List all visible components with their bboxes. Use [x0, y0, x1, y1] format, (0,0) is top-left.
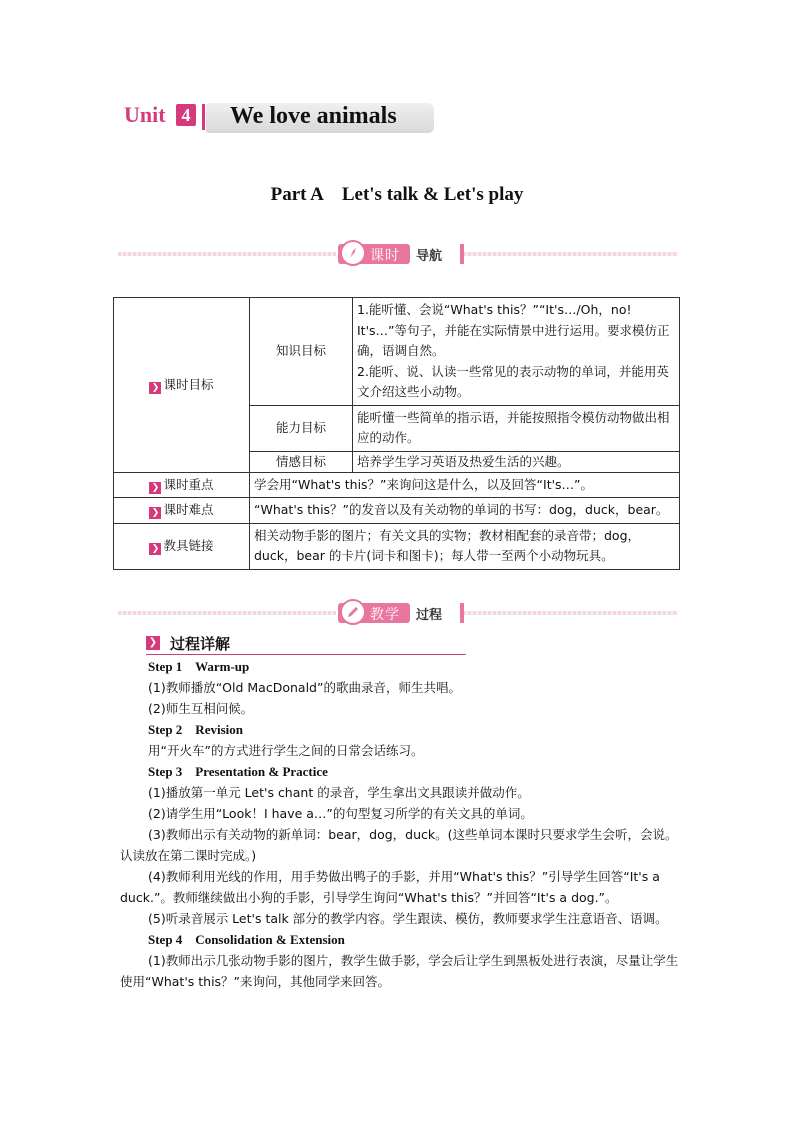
process-body: [120, 656, 686, 992]
part-title: Part A Let's talk & Let's play: [270, 184, 524, 205]
step-line: (4)教师利用光线的作用，用手势做出鸭子的手影，并用“What's this？”引导学生回答“It's a duck.”。教师继续做出小狗的手影，引导学生询问“What's this？”并回答“It's a dog.”。: [120, 869, 660, 905]
lesson-goals-table: [113, 297, 680, 570]
emotion-label: 情感目标: [250, 451, 353, 472]
difficulty-label-cell: ❯ 课时难点: [114, 498, 250, 524]
ability-label: 能力目标: [250, 405, 353, 451]
process-heading: [146, 632, 466, 655]
section-endcap: [460, 244, 464, 264]
step-line: (1)教师出示几张动物手影的图片，教学生做手影，学会后让学生到黑板处进行表演，尽量让学生使用“What's this？”来询问，其他同学来回答。: [120, 953, 679, 989]
section-endcap: [460, 603, 464, 623]
step-heading: Step 1 Warm-up: [148, 659, 250, 674]
tools-text: 相关动物手影的图片；有关文具的实物；教材相配套的录音带；dog，duck，bear 的卡片(词卡和图卡)；每人带一至两个小动物玩具。: [250, 523, 680, 569]
arrow-icon: ❯: [149, 507, 161, 519]
step-line: (5)听录音展示 Let's talk 部分的教学内容。学生跟读、模仿，教师要求学生注意语音、语调。: [148, 911, 668, 926]
section-bar-nav: [118, 242, 678, 266]
arrow-icon: ❯: [149, 543, 161, 555]
unit-separator: [202, 104, 205, 130]
section-suffix: 过程: [416, 608, 443, 623]
step-line: (2)师生互相问候。: [148, 701, 254, 716]
section-suffix: 导航: [416, 249, 443, 264]
arrow-icon: ❯: [149, 382, 161, 394]
tools-label-cell: ❯ 教具链接: [114, 523, 250, 569]
knowledge-label: 知识目标: [250, 298, 353, 406]
section-badge: [336, 242, 464, 266]
arrow-icon: ❯: [149, 482, 161, 494]
step-heading: Step 4 Consolidation & Extension: [148, 932, 345, 947]
knowledge-text: 1.能听懂、会说“What's this？”“It's…/Oh，no! It's…”等句子，并能在实际情景中进行运用。要求模仿正确，语调自然。 2.能听、说、认读一些常见的表示动物的单词，并能用英文介绍这些小动物。: [353, 298, 680, 406]
pencil-icon: [340, 599, 366, 625]
section-title: 课时: [370, 248, 400, 264]
emotion-text: 培养学生学习英语及热爱生活的兴趣。: [353, 451, 680, 472]
process-heading-text: 过程详解: [170, 635, 231, 653]
unit-title: We love animals: [230, 103, 397, 129]
goals-label-cell: ❯ 课时目标: [114, 298, 250, 473]
step-line: (2)请学生用“Look！I have a…”的句型复习所学的有关文具的单词。: [148, 806, 533, 821]
arrow-icon: ❯: [146, 636, 160, 650]
unit-number-badge: 4: [176, 104, 196, 126]
focus-label-cell: ❯ 课时重点: [114, 472, 250, 498]
section-badge: [336, 601, 464, 625]
step-heading: Step 2 Revision: [148, 722, 243, 737]
step-heading: Step 3 Presentation & Practice: [148, 764, 328, 779]
ability-text: 能听懂一些简单的指示语，并能按照指令模仿动物做出相应的动作。: [353, 405, 680, 451]
difficulty-text: “What's this？”的发音以及有关动物的单词的书写：dog，duck，bear。: [250, 498, 680, 524]
section-title: 教学: [370, 607, 400, 623]
step-line: (3)教师出示有关动物的新单词：bear，dog，duck。(这些单词本课时只要求学生会听，会说。认读放在第二课时完成。): [120, 827, 678, 863]
section-bar-teaching: [118, 601, 678, 625]
step-line: 用“开火车”的方式进行学生之间的日常会话练习。: [148, 743, 424, 758]
step-line: (1)教师播放“Old MacDonald”的歌曲录音，师生共唱。: [148, 680, 461, 695]
unit-banner: [120, 101, 436, 133]
compass-icon: [340, 240, 366, 266]
unit-word: Unit: [124, 102, 166, 127]
step-line: (1)播放第一单元 Let's chant 的录音，学生拿出文具跟读并做动作。: [148, 785, 530, 800]
focus-text: 学会用“What's this？”来询问这是什么，以及回答“It's…”。: [250, 472, 680, 498]
